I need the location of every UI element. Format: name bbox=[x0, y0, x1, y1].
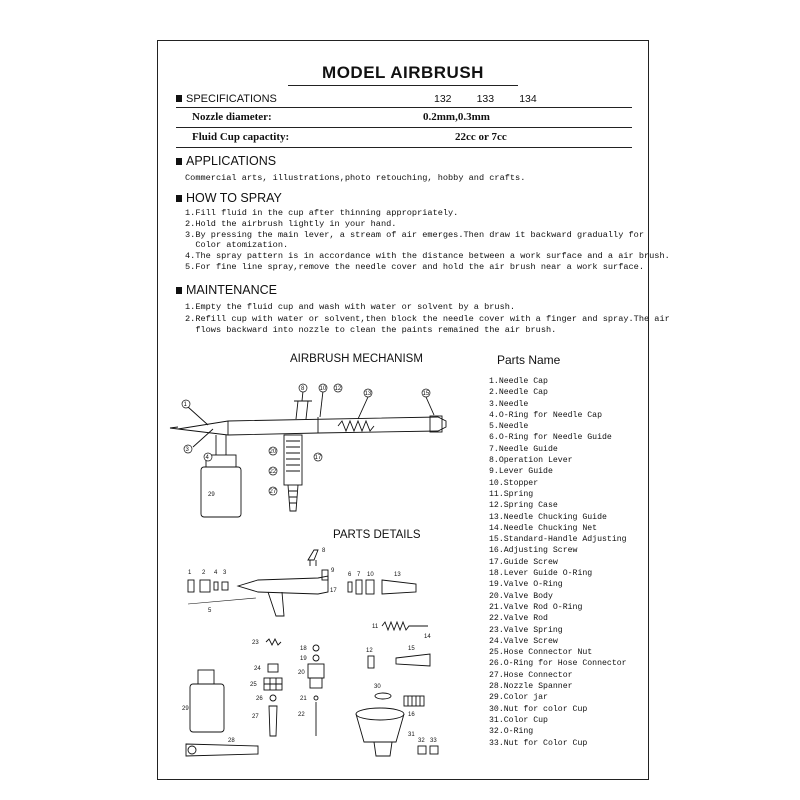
callout-label: 10 bbox=[319, 386, 327, 392]
spec-divider bbox=[176, 127, 632, 128]
spec-value-nozzle: 0.2mm,0.3mm bbox=[423, 111, 490, 123]
parts-list-item: 29.Color jar bbox=[489, 693, 548, 703]
parts-list-item: 30.Nut for color Cup bbox=[489, 704, 588, 714]
callout-label: 25 bbox=[250, 682, 257, 688]
callout-label: 21 bbox=[300, 696, 307, 702]
callout-label: 2 bbox=[202, 570, 206, 576]
callout-label: 1 bbox=[183, 402, 187, 408]
parts-list-item: 31.Color Cup bbox=[489, 715, 548, 725]
parts-list-item: 2.Needle Cap bbox=[489, 388, 548, 398]
how-to-spray-line: 3.By pressing the main lever, a stream of air emerges.Then draw it backward gradually for bbox=[185, 230, 644, 240]
callout-label: 33 bbox=[430, 738, 437, 744]
parts-list-item: 18.Lever Guide O-Ring bbox=[489, 569, 593, 579]
callout-label: 12 bbox=[366, 648, 373, 654]
parts-details-title: PARTS DETAILS bbox=[333, 529, 421, 541]
callout-label: 28 bbox=[228, 738, 235, 744]
callout-label: 27 bbox=[269, 489, 277, 495]
parts-list-item: 4.O-Ring for Needle Cap bbox=[489, 410, 603, 420]
page-title: MODEL AIRBRUSH bbox=[322, 63, 484, 82]
callout-label: 32 bbox=[418, 738, 425, 744]
applications-text: Commercial arts, illustrations,photo retouching, hobby and crafts. bbox=[185, 173, 526, 183]
model-number: 132 bbox=[434, 93, 452, 105]
airbrush-mechanism-diagram bbox=[168, 371, 468, 521]
parts-list-item: 26.O-Ring for Hose Connector bbox=[489, 659, 627, 669]
callout-label: 4 bbox=[205, 455, 209, 461]
parts-list-item: 25.Hose Connector Nut bbox=[489, 648, 593, 658]
callout-label: 12 bbox=[334, 386, 342, 392]
callout-label: 22 bbox=[269, 469, 277, 475]
callout-label: 29 bbox=[208, 492, 215, 498]
parts-list-item: 17.Guide Screw bbox=[489, 557, 558, 567]
parts-list-item: 6.O-Ring for Needle Guide bbox=[489, 433, 612, 443]
parts-list-item: 28.Nozzle Spanner bbox=[489, 682, 573, 692]
callout-label: 18 bbox=[300, 646, 307, 652]
callout-label: 30 bbox=[374, 684, 381, 690]
parts-list-item: 10.Stopper bbox=[489, 478, 539, 488]
parts-list-item: 32.O-Ring bbox=[489, 727, 534, 737]
parts-list-item: 11.Spring bbox=[489, 489, 534, 499]
parts-list-item: 27.Hose Connector bbox=[489, 670, 573, 680]
how-to-spray-line: 4.The spray pattern is in accordance with the distance between a work surface and a air brush. bbox=[185, 251, 670, 261]
title-underline bbox=[288, 85, 518, 86]
parts-list-item: 15.Standard-Handle Adjusting bbox=[489, 535, 627, 545]
maintenance-line: 2.Refill cup with water or solvent,then block the needle cover with a finger and spray.The air bbox=[185, 314, 670, 324]
callout-label: 31 bbox=[408, 732, 415, 738]
spec-divider bbox=[176, 107, 632, 108]
parts-list-item: 13.Needle Chucking Guide bbox=[489, 512, 607, 522]
callout-label: 17 bbox=[314, 455, 322, 461]
parts-name-title: Parts Name bbox=[497, 353, 561, 367]
callout-label: 13 bbox=[394, 572, 401, 578]
callout-label: 9 bbox=[331, 568, 335, 574]
spec-value-fluid-cup: 22cc or 7cc bbox=[455, 131, 507, 143]
callout-label: 15 bbox=[408, 646, 415, 652]
parts-list-item: 24.Valve Screw bbox=[489, 636, 558, 646]
parts-list-item: 8.Operation Lever bbox=[489, 456, 573, 466]
spec-divider bbox=[176, 147, 632, 148]
callout-label: 3 bbox=[223, 570, 227, 576]
specifications-heading: SPECIFICATIONS bbox=[176, 93, 277, 105]
parts-list-item: 21.Valve Rod O-Ring bbox=[489, 602, 583, 612]
callout-label: 1 bbox=[188, 570, 192, 576]
maintenance-heading: MAINTENANCE bbox=[176, 283, 277, 297]
instruction-sheet bbox=[157, 40, 670, 780]
parts-list-item: 5.Needle bbox=[489, 422, 529, 432]
callout-label: 15 bbox=[422, 391, 430, 397]
callout-label: 5 bbox=[208, 608, 212, 614]
model-numbers bbox=[434, 93, 559, 105]
parts-list-item: 33.Nut for Color Cup bbox=[489, 738, 588, 748]
parts-list-item: 14.Needle Chucking Net bbox=[489, 523, 598, 533]
how-to-spray-line: Color atomization. bbox=[185, 240, 289, 250]
parts-list-item: 20.Valve Body bbox=[489, 591, 553, 601]
callout-label: 8 bbox=[301, 386, 305, 392]
parts-list bbox=[489, 376, 627, 749]
callout-label: 26 bbox=[256, 696, 263, 702]
callout-label: 20 bbox=[269, 449, 277, 455]
parts-list-item: 16.Adjusting Screw bbox=[489, 546, 578, 556]
how-to-spray-line: 5.For fine line spray,remove the needle cover and hold the air brush near a work surface. bbox=[185, 262, 644, 272]
callout-label: 14 bbox=[424, 634, 431, 640]
callout-label: 8 bbox=[322, 548, 326, 554]
callout-label: 27 bbox=[252, 714, 259, 720]
spec-label-fluid-cup: Fluid Cup capactity: bbox=[192, 131, 290, 143]
callout-label: 17 bbox=[330, 588, 337, 594]
parts-list-item: 1.Needle Cap bbox=[489, 377, 548, 386]
callout-label: 24 bbox=[254, 666, 261, 672]
spec-label-nozzle: Nozzle diameter: bbox=[192, 111, 272, 123]
mechanism-title: AIRBRUSH MECHANISM bbox=[290, 353, 423, 365]
callout-label: 13 bbox=[364, 391, 372, 397]
callout-label: 6 bbox=[348, 572, 352, 578]
how-to-spray-heading: HOW TO SPRAY bbox=[176, 191, 282, 205]
callout-label: 11 bbox=[372, 624, 379, 630]
parts-list-item: 12.Spring Case bbox=[489, 501, 558, 511]
maintenance-line: flows backward into nozzle to clean the paints remained the air brush. bbox=[185, 325, 557, 335]
parts-list-item: 9.Lever Guide bbox=[489, 467, 553, 477]
parts-list-item: 3.Needle bbox=[489, 399, 529, 409]
how-to-spray-line: 2.Hold the airbrush lightly in your hand. bbox=[185, 219, 397, 229]
parts-list-item: 23.Valve Spring bbox=[489, 625, 563, 635]
callout-label: 4 bbox=[214, 570, 218, 576]
callout-label: 3 bbox=[185, 447, 189, 453]
callout-label: 22 bbox=[298, 712, 305, 718]
specifications-header bbox=[176, 93, 632, 105]
model-number: 134 bbox=[519, 93, 537, 105]
parts-details-diagram bbox=[168, 546, 468, 771]
model-number: 133 bbox=[476, 93, 495, 105]
parts-list-item: 7.Needle Guide bbox=[489, 444, 558, 454]
callout-label: 19 bbox=[300, 656, 307, 662]
parts-list-item: 19.Valve O-Ring bbox=[489, 580, 563, 590]
parts-list-item: 22.Valve Rod bbox=[489, 614, 548, 624]
callout-label: 23 bbox=[252, 640, 259, 646]
applications-heading: APPLICATIONS bbox=[176, 154, 276, 168]
callout-label: 20 bbox=[298, 670, 305, 676]
how-to-spray-line: 1.Fill fluid in the cup after thinning appropriately. bbox=[185, 208, 459, 218]
callout-label: 10 bbox=[367, 572, 374, 578]
callout-label: 16 bbox=[408, 712, 415, 718]
maintenance-line: 1.Empty the fluid cup and wash with water or solvent by a brush. bbox=[185, 302, 516, 312]
callout-label: 7 bbox=[357, 572, 361, 578]
callout-label: 29 bbox=[182, 706, 189, 712]
